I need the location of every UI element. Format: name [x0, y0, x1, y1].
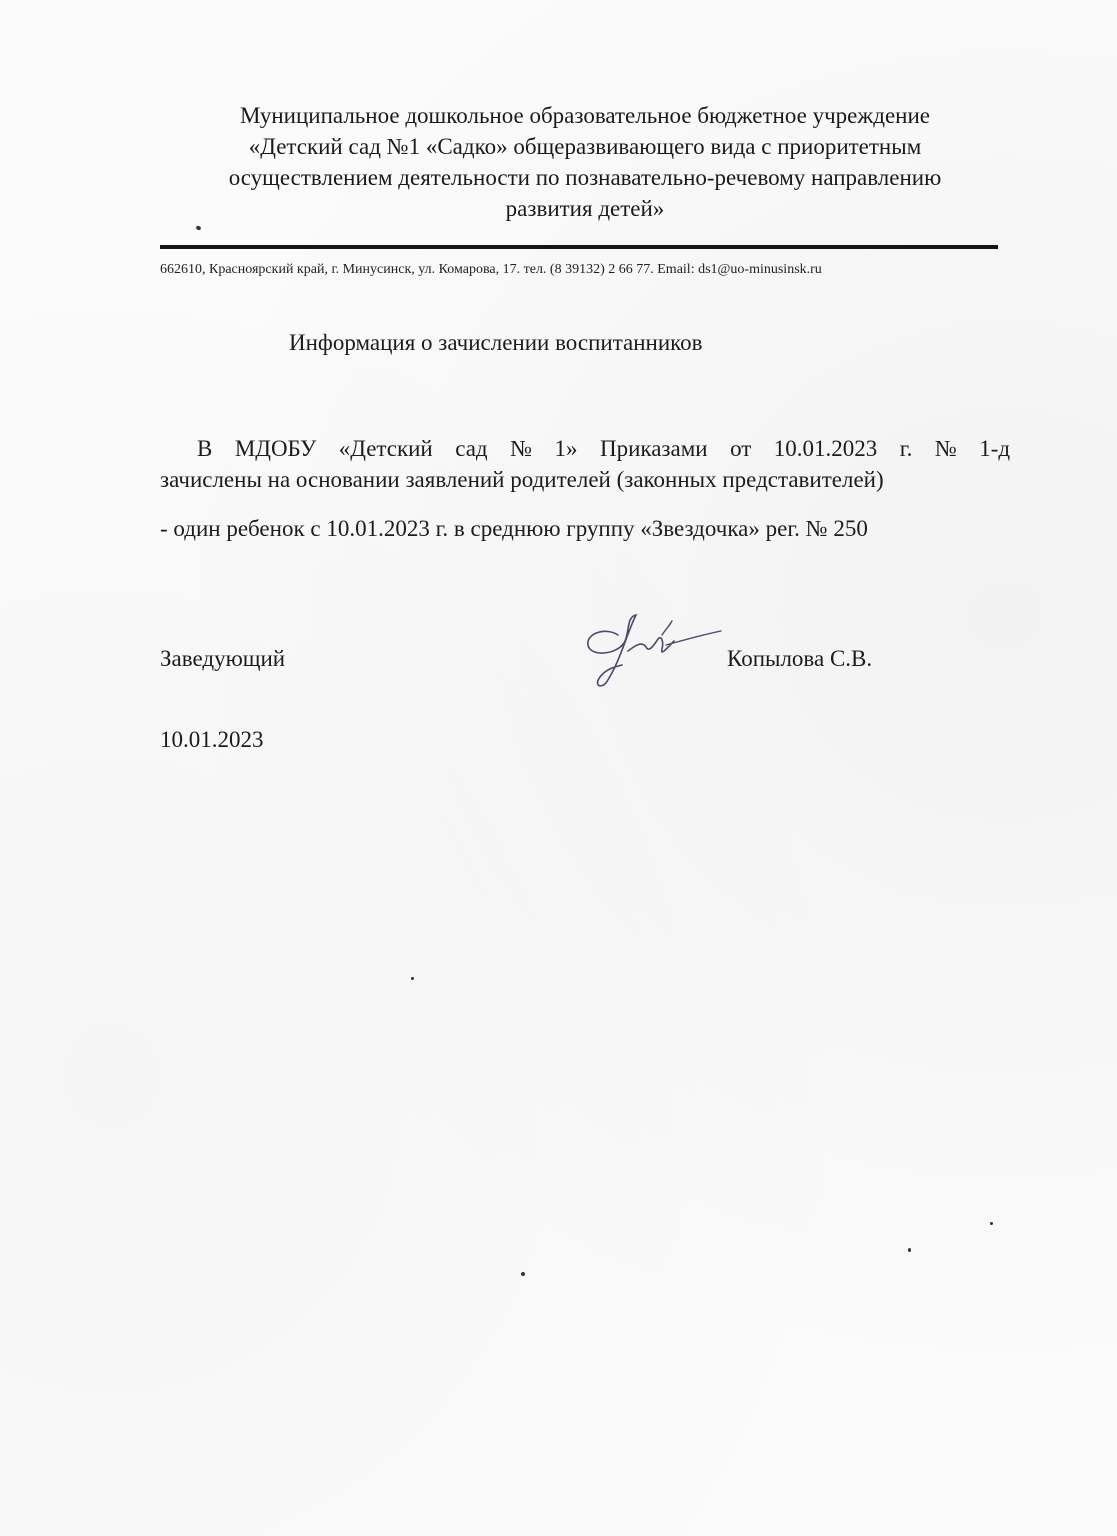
body-word: № — [510, 436, 533, 461]
body-word: «Детский — [338, 436, 433, 461]
document-title: Информация о зачислении воспитанников — [289, 330, 703, 355]
scan-speck — [990, 1222, 993, 1225]
body-word: 1» — [554, 436, 578, 461]
body-word: 1-д — [979, 436, 1011, 461]
document-date: 10.01.2023 — [160, 727, 264, 752]
scan-speck — [908, 1248, 911, 1252]
scan-speck — [521, 1272, 525, 1276]
org-line-1: Муниципальное дошкольное образовательное бюджетное учреждение — [240, 103, 930, 128]
org-line-4: развития детей» — [505, 196, 665, 221]
address-line: 662610, Красноярский край, г. Минусинск, ул. Комарова, 17. тел. (8 39132) 2 66 77. Email: ds1@uo-minusinsk.ru — [160, 262, 822, 277]
scan-speck — [195, 225, 201, 231]
body-word: № — [934, 436, 957, 461]
header-divider — [160, 245, 998, 249]
body-word: В — [197, 436, 213, 461]
organization-header — [150, 100, 1020, 224]
signer-position: Заведующий — [160, 646, 286, 671]
handwritten-signature — [566, 605, 726, 690]
body-word: от — [730, 436, 752, 461]
scan-speck — [411, 977, 414, 980]
org-line-2: «Детский сад №1 «Садко» общеразвивающего вида с приоритетным — [248, 134, 922, 159]
body-line-1 — [197, 436, 1010, 462]
signer-name: Копылова С.В. — [727, 646, 873, 671]
body-word: МДОБУ — [234, 436, 317, 461]
body-word: 10.01.2023 — [773, 436, 878, 461]
body-word: г. — [899, 436, 913, 461]
body-word: Приказами — [599, 436, 708, 461]
org-line-3: осуществлением деятельности по познавательно-речевому направлению — [228, 165, 942, 190]
body-word: сад — [455, 436, 488, 461]
body-line-2: зачислены на основании заявлений родителей (законных представителей) — [160, 467, 884, 492]
body-line-3: - один ребенок с 10.01.2023 г. в среднюю группу «Звездочка» рег. № 250 — [160, 516, 868, 541]
